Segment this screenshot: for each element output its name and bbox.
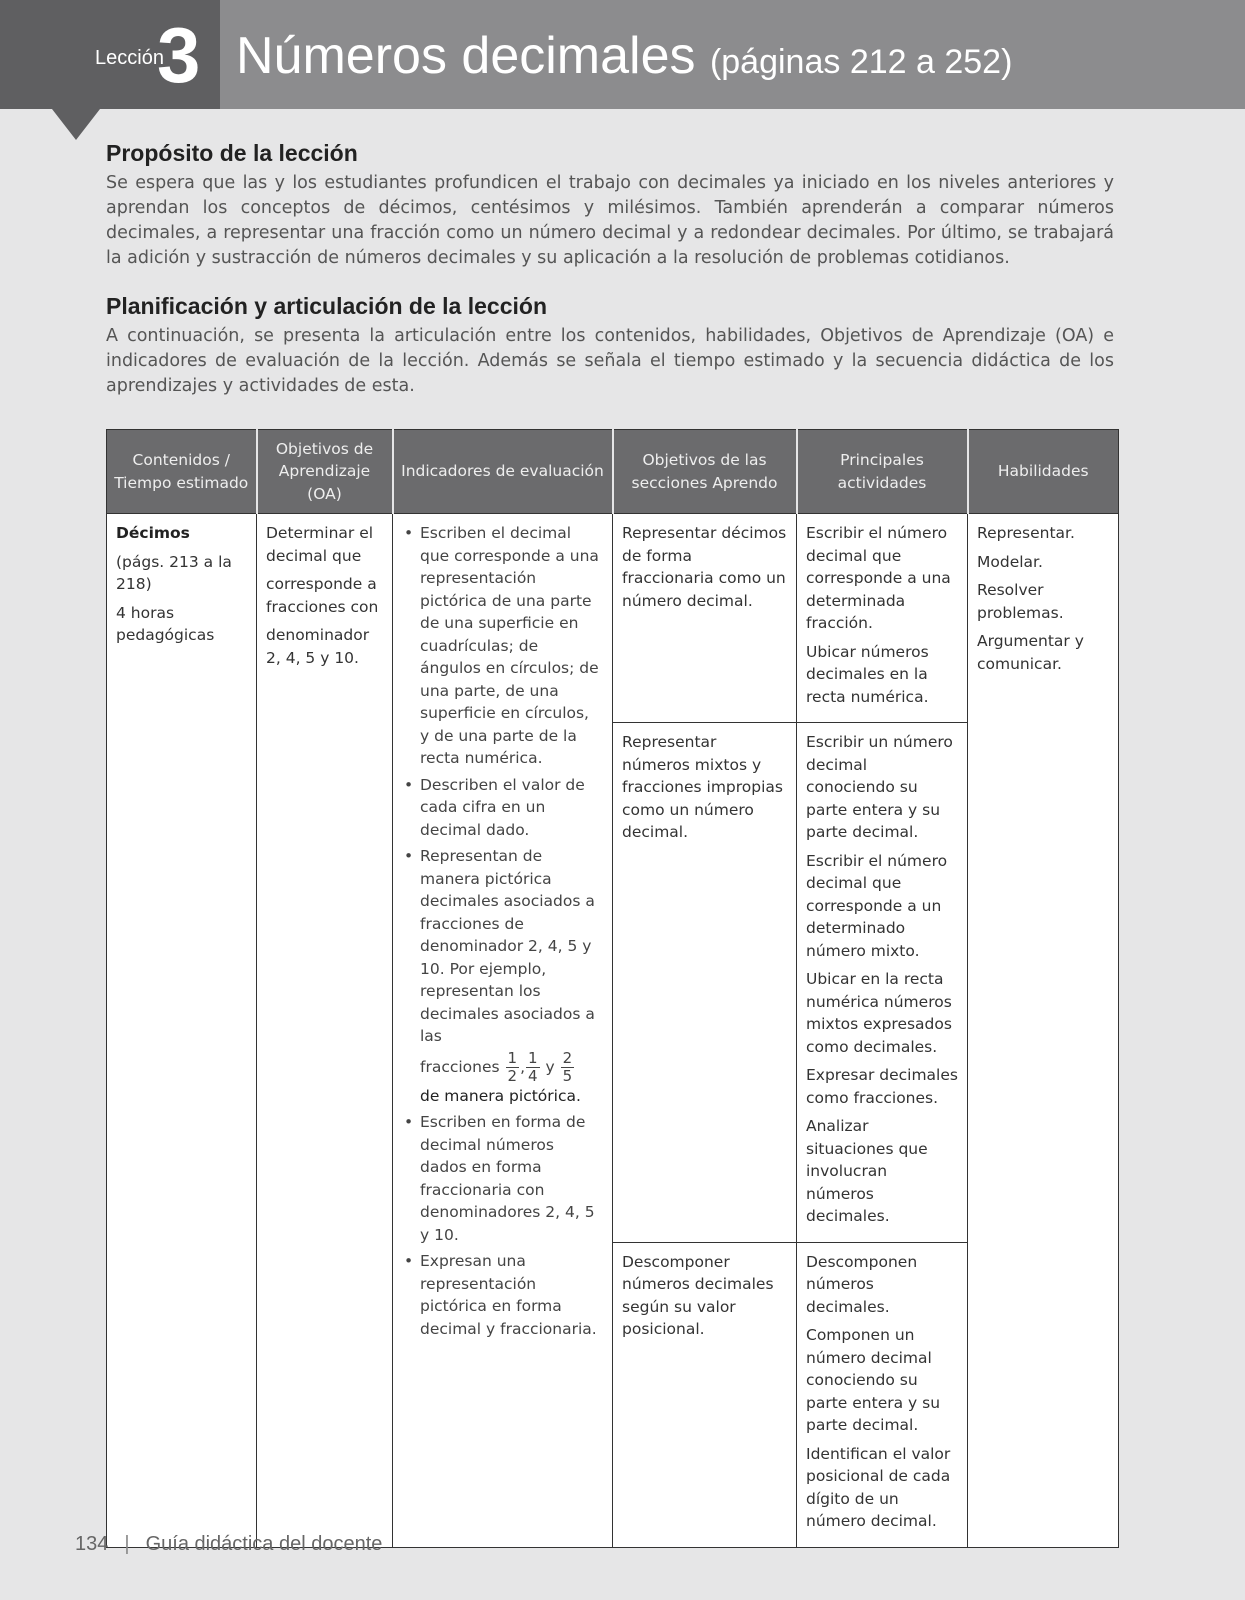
guide-title: Guía didáctica del docente bbox=[145, 1533, 383, 1555]
planning-section bbox=[106, 293, 1114, 399]
objetivo-cell bbox=[613, 514, 797, 723]
contenidos-cell bbox=[107, 514, 257, 1548]
page-title bbox=[236, 26, 1012, 86]
actividad-item: Descomponen números decimales. bbox=[806, 1252, 918, 1316]
actividad-item: Ubicar números decimales en la recta numérica. bbox=[806, 642, 929, 706]
fraction-denominator: 4 bbox=[528, 1066, 538, 1085]
fraction-denominator: 2 bbox=[507, 1066, 518, 1085]
actividad-item: Ubicar en la recta numérica números mixtos expresados como decimales. bbox=[806, 970, 952, 1056]
page-number: 134 bbox=[75, 1533, 109, 1555]
planning-text: A continuación, se presenta la articulación entre los contenidos, habilidades, Objetivos de Aprendizaje (OA) e indicadores de evaluación de la lección. Además se señala el tiempo estimado y la secuencia didáctica de los aprendizajes y actividades de esta. bbox=[106, 326, 1114, 396]
indicator-item: • Escriben el decimal que corresponde a una representación pictórica de una parte de una superficie en cuadrículas; de ángulos en círculos; de una parte, de una superficie en círculos, y de una parte de la recta numérica. bbox=[420, 522, 603, 770]
fraction-numerator: 1 bbox=[507, 1048, 518, 1067]
actividad-item: Escribir el número decimal que corresponde a un determinado número mixto. bbox=[806, 851, 948, 960]
habilidad-item: Resolver problemas. bbox=[977, 581, 1064, 622]
actividad-item: Componen un número decimal conociendo su parte entera y su parte decimal. bbox=[806, 1326, 941, 1434]
fraction-denominator: 5 bbox=[562, 1066, 573, 1085]
fractions-prefix: fracciones bbox=[420, 1057, 500, 1076]
header-actividades: Principales actividades bbox=[797, 430, 968, 514]
page-footer bbox=[75, 1533, 382, 1556]
oa-line: corresponde a fracciones con bbox=[266, 575, 379, 616]
table-header-row bbox=[107, 430, 1119, 514]
actividad-item: Expresar decimales como fracciones. bbox=[806, 1066, 958, 1107]
fractions-and: y bbox=[545, 1057, 555, 1076]
indicator-item: • Expresan una representación pictórica en forma decimal y fraccionaria. bbox=[420, 1250, 603, 1340]
header-objetivos-aprendo: Objetivos de las secciones Aprendo bbox=[613, 430, 797, 514]
actividad-item: Identifican el valor posicional de cada dígito de un número decimal. bbox=[806, 1444, 951, 1530]
fraction-numerator: 1 bbox=[528, 1048, 538, 1067]
header-habilidades: Habilidades bbox=[968, 430, 1119, 514]
planning-table bbox=[106, 429, 1119, 1548]
page-title-text: Números decimales bbox=[236, 27, 696, 85]
oa-line: Determinar el decimal que bbox=[266, 524, 374, 565]
table-row bbox=[107, 514, 1119, 723]
header-oa: Objetivos de Aprendizaje (OA) bbox=[257, 430, 393, 514]
purpose-heading: Propósito de la lección bbox=[106, 140, 358, 166]
habilidad-item: Modelar. bbox=[977, 552, 1043, 571]
actividades-cell bbox=[797, 514, 968, 723]
indicator-item: • Describen el valor de cada cifra en un decimal dado. bbox=[420, 774, 603, 842]
purpose-section bbox=[106, 140, 1114, 271]
header-indicadores: Indicadores de evaluación bbox=[393, 430, 613, 514]
fraction bbox=[506, 1050, 520, 1085]
actividad-item: Escribir el número decimal que corresponde a una determinada fracción. bbox=[806, 524, 951, 632]
header-contenidos: Contenidos / Tiempo estimado bbox=[107, 430, 257, 514]
page-range: (páginas 212 a 252) bbox=[709, 43, 1013, 81]
footer-separator: | bbox=[124, 1533, 130, 1555]
indicator-item bbox=[420, 845, 603, 1107]
oa-cell bbox=[257, 514, 393, 1548]
planning-heading: Planificación y articulación de la lección bbox=[106, 293, 547, 319]
content-topic: Décimos bbox=[116, 524, 190, 542]
lesson-number: 3 bbox=[157, 11, 201, 99]
lesson-label: Lección bbox=[95, 47, 164, 69]
lesson-badge-pointer bbox=[52, 109, 100, 140]
objetivo-cell bbox=[613, 1242, 797, 1547]
fractions-suffix: de manera pictórica. bbox=[420, 1086, 581, 1105]
indicator-item: • Escriben en forma de decimal números dados en forma fraccionaria con denominadores 2, 4, 5 y 10. bbox=[420, 1111, 603, 1246]
habilidad-item: Representar. bbox=[977, 524, 1075, 542]
habilidades-cell bbox=[968, 514, 1119, 1548]
indicadores-cell bbox=[393, 514, 613, 1548]
actividades-cell bbox=[797, 723, 968, 1243]
purpose-text: Se espera que las y los estudiantes profundicen el trabajo con decimales ya iniciado en los niveles anteriores y aprendan los conceptos de décimos, centésimos y milésimos. También aprenderán a comparar números decimales, a representar una fracción como un número decimal y a redondear decimales. Por último, se trabajará la adición y sustracción de números decimales y su aplicación a la resolución de problemas cotidianos. bbox=[106, 173, 1114, 268]
objetivo-text: Representar números mixtos y fracciones impropias como un número decimal. bbox=[622, 733, 784, 841]
content-pages: (págs. 213 a la 218) bbox=[116, 552, 232, 593]
fraction bbox=[526, 1050, 540, 1085]
fraction-numerator: 2 bbox=[562, 1048, 573, 1067]
fractions-line: fracciones $\frac{1}{2}$ , $\frac{1}{4}$ y $\frac{2}{5}$ bbox=[420, 1048, 573, 1085]
objetivo-text: Representar décimos de forma fraccionaria como un número decimal. bbox=[622, 524, 787, 610]
fraction bbox=[561, 1050, 575, 1085]
indicator-list bbox=[402, 522, 603, 1340]
objetivo-cell bbox=[613, 723, 797, 1243]
oa-line: denominador 2, 4, 5 y 10. bbox=[266, 626, 370, 667]
indicator-text: Representan de manera pictórica decimales asociados a fracciones de denominador 2, 4, 5 y 10. Por ejemplo, representan los decimales asociados a las bbox=[420, 847, 595, 1045]
actividad-item: Escribir un número decimal conociendo su parte entera y su parte decimal. bbox=[806, 733, 953, 841]
actividades-cell bbox=[797, 1242, 968, 1547]
actividad-item: Analizar situaciones que involucran números decimales. bbox=[806, 1117, 928, 1225]
objetivo-text: Descomponer números decimales según su valor posicional. bbox=[622, 1252, 774, 1338]
content-time: 4 horas pedagógicas bbox=[116, 603, 215, 644]
habilidad-item: Argumentar y comunicar. bbox=[977, 632, 1084, 673]
